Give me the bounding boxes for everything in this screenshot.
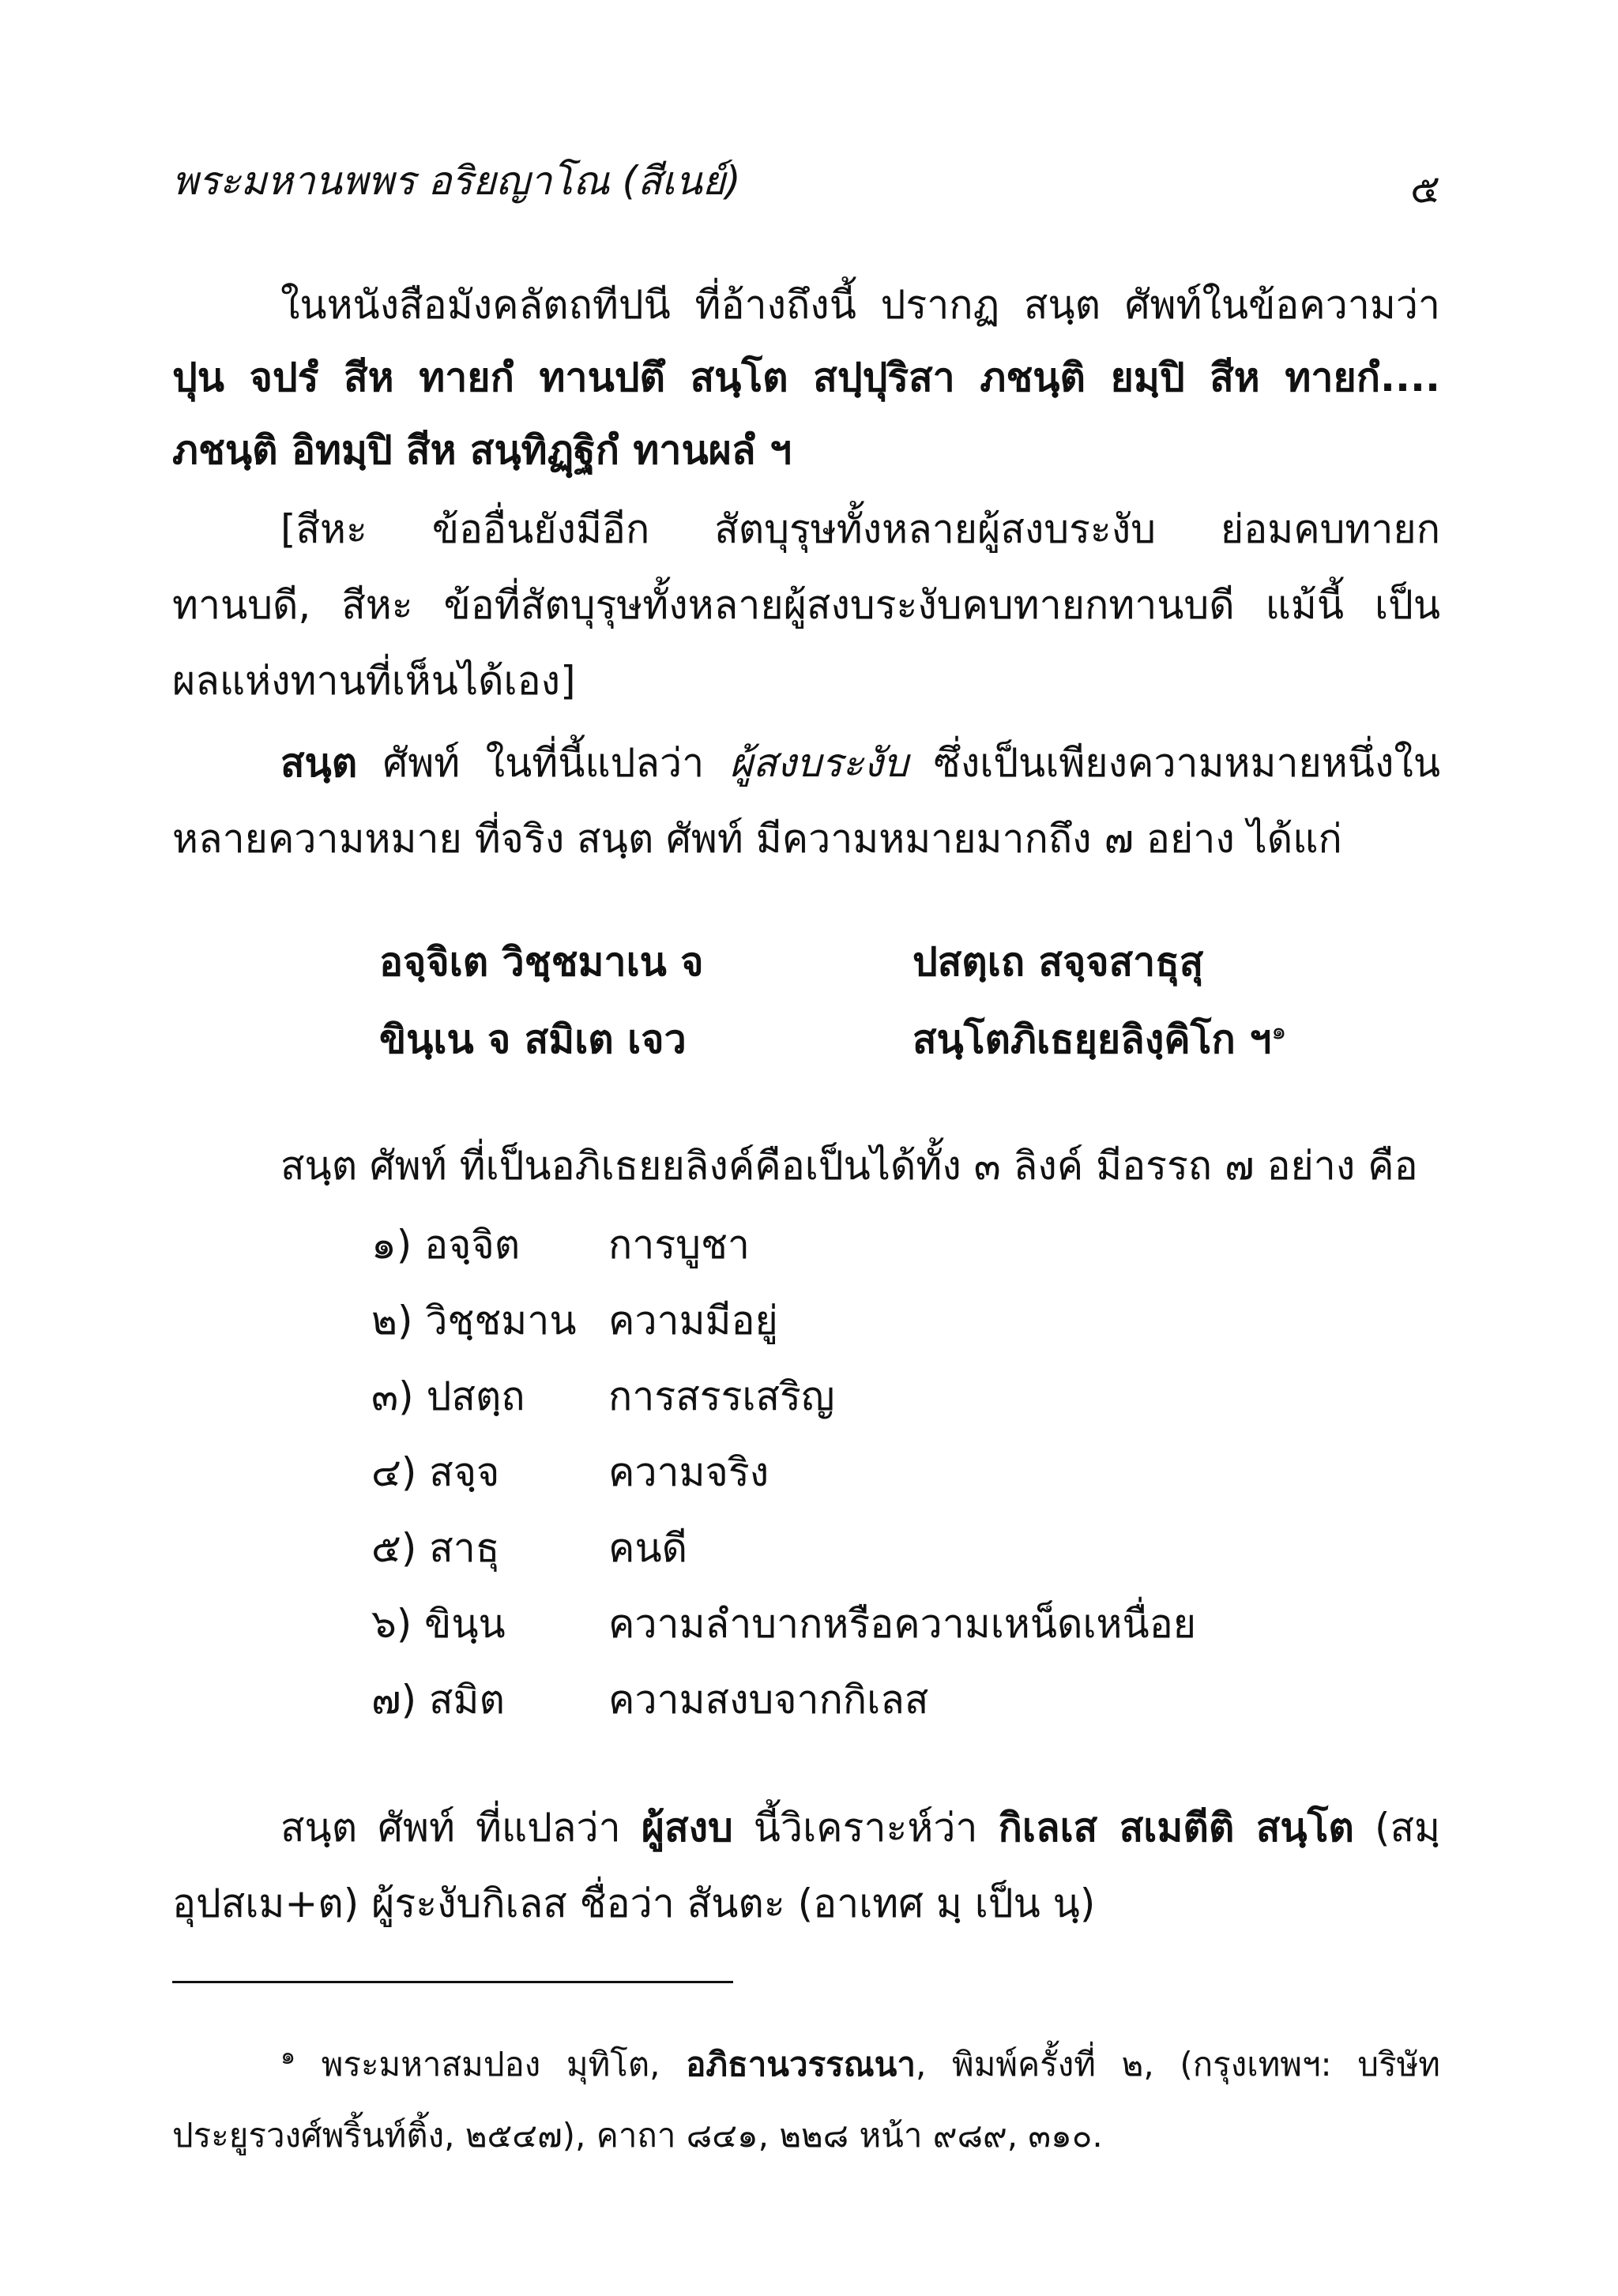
footnote-line-1: $^๑$ พระมหาสมปอง มุทิโต, อภิธานวรรณนา, พิมพ์ครั้งที่ ๒, (กรุงเทพฯ: บริษัท [280, 2042, 1440, 2084]
verse-line-1b: ปสตฺเถ สจฺจสาธุสุ [912, 939, 1204, 985]
bold-analysis: กิเลเส สเมตีติ สนฺโต [998, 1805, 1354, 1851]
final-paragraph-line-2: อุปสเม+ต) ผู้ระงับกิเลส ชื่อว่า สันตะ (อาเทศ มฺ เป็น นฺ) [172, 1881, 1096, 1926]
definition-term: ๗) สมิต [371, 1677, 505, 1723]
verse-line-1a: อจฺจิเต วิชฺชมาเน จ [379, 939, 704, 985]
santa-meaning-paragraph: สนฺต ศัพท์ ในที่นี้แปลว่า ผู้สงบระงับ ซึ่งเป็นเพียงความหมายหนึ่งใน [280, 740, 1440, 786]
page-number: ๕ [1410, 166, 1440, 212]
footnote-line-2: ประยูรวงศ์พริ้นท์ติ้ง, ๒๕๔๗), คาถา ๘๔๑, ๒๒๘ หน้า ๙๘๙, ๓๑๐. [172, 2116, 1103, 2155]
pali-quote-line-1: ปุน จปรํ สีห ทายกํ ทานปตึ สนฺโต สปฺปุริสา ภชนฺติ ยมฺปิ สีห ทายกํ.... [172, 355, 1440, 400]
definition-term: ๕) สาธุ [371, 1525, 500, 1571]
definition-meaning: การบูชา [608, 1222, 750, 1268]
footnote-book-title: อภิธานวรรณนา [686, 2045, 916, 2084]
verse-line-2a: ขินฺเน จ สมิเต เจว [379, 1016, 687, 1062]
footnote-mark: ๑ [280, 2042, 296, 2070]
translation-line-2: ทานบดี, สีหะ ข้อที่สัตบุรุษทั้งหลายผู้สงบระงับคบทายกทานบดี แม้นี้ เป็น [172, 582, 1440, 628]
italic-meaning: ผู้สงบระงับ [729, 740, 909, 786]
definition-meaning: ความสงบจากกิเลส [608, 1677, 929, 1723]
definition-meaning: ความมีอยู่ [608, 1298, 778, 1343]
translation-line-3: ผลแห่งทานที่เห็นได้เอง] [172, 658, 576, 704]
translation-line-1: [สีหะ ข้ออื่นยังมีอีก สัตบุรุษทั้งหลายผู้สงบระงับ ย่อมคบทายก [280, 506, 1440, 552]
definition-meaning: ความลำบากหรือความเหน็ดเหนื่อย [608, 1601, 1197, 1647]
definition-term: ๓) ปสตฺถ [371, 1373, 525, 1419]
definition-term: ๒) วิชฺชมาน [371, 1298, 577, 1343]
definition-meaning: ความจริง [608, 1449, 769, 1495]
verse-line-2b: สนฺโตภิเธยฺยลิงฺคิโก ฯ$^๑$ [912, 1016, 1287, 1062]
intro-paragraph: ในหนังสือมังคลัตถทีปนี ที่อ้างถึงนี้ ปรากฏ สนฺต ศัพท์ในข้อความว่า [280, 282, 1440, 328]
definition-term: ๑) อจฺจิต [371, 1222, 521, 1268]
final-paragraph: สนฺต ศัพท์ ที่แปลว่า ผู้สงบ นี้วิเคราะห์ว่า กิเลเส สเมตีติ สนฺโต (สมฺ [280, 1805, 1440, 1851]
term-santa: สนฺต [280, 740, 358, 786]
running-header-title: พระมหานพพร อริยญาโณ (สีเนย์) [172, 158, 741, 204]
definition-meaning: คนดี [608, 1525, 688, 1571]
pali-quote-line-2: ภชนฺติ อิทมฺปิ สีห สนฺทิฏฺฐิกํ ทานผลํ ฯ [172, 427, 792, 473]
footnote-divider [172, 1981, 733, 1983]
list-intro: สนฺต ศัพท์ ที่เป็นอภิเธยยลิงค์คือเป็นได้ทั้ง ๓ ลิงค์ มีอรรถ ๗ อย่าง คือ [280, 1143, 1418, 1189]
definition-term: ๖) ขินฺน [371, 1601, 506, 1647]
santa-meaning-line-2: หลายความหมาย ที่จริง สนฺต ศัพท์ มีความหมายมากถึง ๗ อย่าง ได้แก่ [172, 816, 1342, 862]
footnote-reference: ๑ [1271, 1017, 1287, 1046]
bold-phusangop: ผู้สงบ [641, 1805, 733, 1851]
definition-meaning: การสรรเสริญ [608, 1373, 835, 1419]
definition-term: ๔) สจฺจ [371, 1449, 500, 1495]
